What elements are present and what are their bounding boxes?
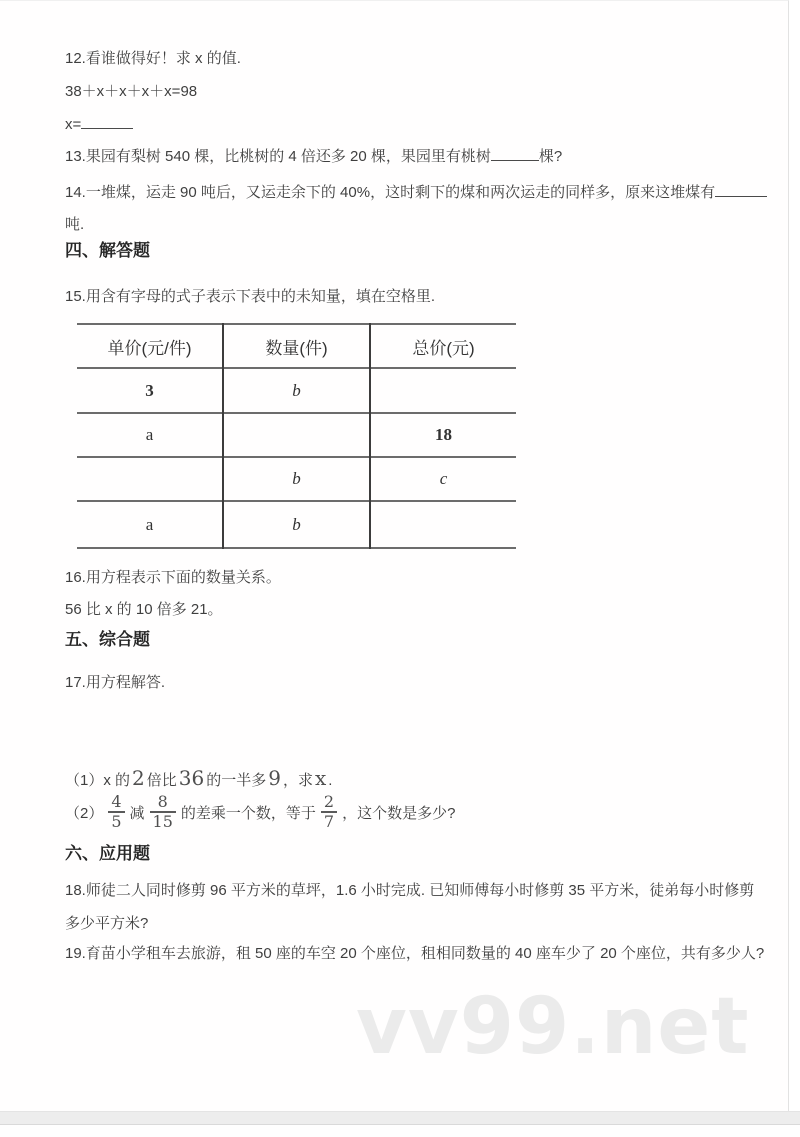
fraction-8-15 [150, 791, 176, 831]
section-heading-jiedati: 四、解答题 [65, 241, 150, 260]
q12-equation: 38＋x＋x＋x＋x=98 [65, 83, 198, 100]
q12-prompt: 12.看谁做得好！求 x 的值. [65, 50, 241, 67]
q17-part1-label: （1） [65, 772, 104, 789]
table-row [77, 368, 516, 413]
q17-part1-text: 倍比 [146, 772, 177, 789]
fraction-denominator: 15 [150, 811, 176, 831]
table-cell [370, 368, 516, 413]
table-header-quantity: 数量(件) [223, 324, 370, 368]
fraction-numerator: 4 [111, 791, 122, 811]
table-header-unit-price: 单价(元/件) [107, 338, 192, 358]
q12-answer-line [65, 109, 133, 141]
q17-part1-formula: x [314, 766, 327, 790]
q17-part1-formula: 9 [268, 766, 281, 790]
q17-part2-label: （2） [65, 804, 104, 822]
table-cell: c [370, 457, 516, 501]
fraction-denominator: 7 [321, 811, 337, 831]
table-row [77, 501, 516, 548]
table-header-row [77, 324, 516, 368]
table-header-total: 总价(元) [370, 324, 516, 368]
section-heading-zonghe: 五、综合题 [65, 630, 150, 649]
table-cell [223, 413, 370, 457]
q17-part1-text: x 的 [103, 772, 131, 789]
q14-text-line2: 吨. [65, 216, 85, 233]
q12-answer-blank [81, 115, 133, 129]
table-cell: b [223, 501, 370, 548]
table-row [77, 413, 516, 457]
q17-part1-text: 的一半多 [206, 772, 267, 789]
q17-part2 [65, 790, 455, 834]
price-quantity-table [77, 323, 516, 549]
q13-answer-blank [491, 147, 539, 161]
table-cell: b [223, 368, 370, 413]
fraction-2-7 [321, 791, 337, 831]
section-heading-yingyong: 六、应用题 [65, 844, 150, 863]
fraction-4-5 [108, 791, 124, 831]
q18-text-line1: 18.师徒二人同时修剪 96 平方米的草坪，1.6 小时完成. 已知师傅每小时修剪 35 平方米，徒弟每小时修剪 [65, 882, 755, 899]
table-cell: 3 [145, 380, 154, 400]
q15-prompt: 15.用含有字母的式子表示下表中的未知量，填在空格里. [65, 288, 436, 305]
q17-prompt: 17.用方程解答. [65, 674, 166, 691]
fraction-denominator: 5 [108, 811, 124, 831]
table-cell [370, 501, 516, 548]
table-cell: b [223, 457, 370, 501]
next-page-edge [0, 1125, 800, 1137]
table-cell: a [145, 514, 154, 534]
q17-part1-text: . [328, 772, 333, 789]
q13-text [65, 141, 562, 173]
page-separator [0, 1111, 800, 1125]
q14-text-line1 [65, 177, 767, 209]
watermark: vv99.net [356, 982, 750, 1072]
q19-text: 19.育苗小学租车去旅游，租 50 座的车空 20 个座位，租相同数量的 40 座车少了 20 个座位，共有多少人? [65, 945, 765, 962]
q17-part1-text: ，求 [282, 772, 313, 789]
q16-prompt: 16.用方程表示下面的数量关系。 [65, 569, 281, 586]
q18-text-line2: 多少平方米? [65, 915, 149, 932]
q17-part2-text: 的差乘一个数，等于 [180, 804, 316, 822]
q14-before-blank: 14.一堆煤，运走 90 吨后，又运走余下的 40%，这时剩下的煤和两次运走的同样多，原来这堆煤有 [65, 184, 716, 201]
q13-before-blank: 13.果园有梨树 540 棵，比桃树的 4 倍还多 20 棵，果园里有桃树 [65, 148, 491, 165]
table-row [77, 457, 516, 501]
fraction-numerator: 2 [323, 791, 335, 811]
q17-part1-formula: 2 [132, 766, 145, 790]
table-cell: a [145, 425, 154, 444]
q12-answer-prefix: x= [65, 116, 82, 133]
q17-part1-formula: 36 [178, 766, 205, 790]
q13-after-blank: 棵? [538, 148, 563, 165]
q17-part2-text: ，这个数是多少? [342, 804, 456, 822]
q16-relation: 56 比 x 的 10 倍多 21。 [65, 601, 223, 618]
table-cell [77, 457, 223, 501]
table-cell: 18 [370, 413, 516, 457]
fraction-numerator: 8 [157, 791, 168, 811]
q17-part2-text: 减 [129, 804, 145, 822]
q14-answer-blank [715, 183, 767, 197]
